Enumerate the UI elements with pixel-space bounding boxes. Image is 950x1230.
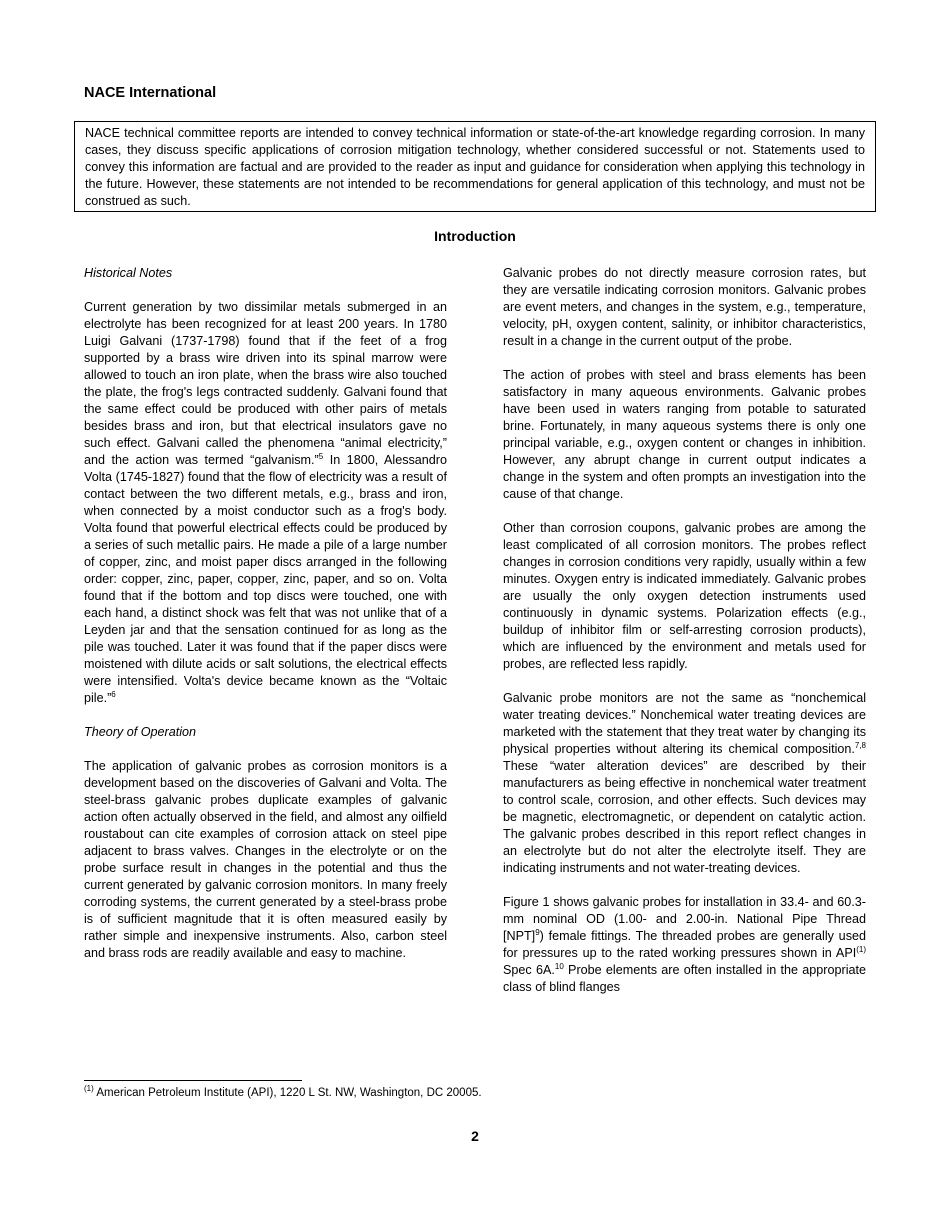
paragraph-historical (84, 299, 447, 707)
footnote-divider (84, 1080, 302, 1081)
paragraph-nonchemical (503, 690, 866, 877)
paragraph-steel-brass: The action of probes with steel and brass elements has been satisfactory in many aqueous environments. Galvanic probes have been used in waters ranging from potable to saturated brine. Fortunately, in many aqueous systems there is only one principal variable, e.g., oxygen content or changes in inhibition. However, any abrupt change in current output indicates a change in the system and often prompts an investigation into the cause of that change. (503, 368, 866, 501)
reference-superscript: 9 (535, 928, 540, 937)
paragraph-text: Galvanic probe monitors are not the same as “nonchemical water treating devices.” Nonchemical water treating devices are marketed with the statement that they treat water by changing its physical properties without altering its chemical composition. (503, 691, 866, 756)
section-title: Introduction (434, 228, 516, 244)
subheading-historical-notes: Historical Notes (84, 266, 173, 280)
paragraph-event-meters: Galvanic probes do not directly measure corrosion rates, but they are versatile indicating corrosion monitors. Galvanic probes are event meters, and changes in the system, e.g., temperature, velocity, pH, oxygen content, salinity, or inhibitor characteristics, result in a change in the current output of the probe. (503, 266, 866, 348)
footnote-reference: (1) (856, 945, 866, 954)
paragraph-figure-1 (503, 894, 866, 996)
subheading-theory: Theory of Operation (84, 725, 197, 739)
footnote (84, 1086, 482, 1101)
footnote-text: American Petroleum Institute (API), 1220 L St. NW, Washington, DC 20005. (93, 1087, 482, 1099)
paragraph-text: Spec 6A. (503, 963, 555, 977)
page-heading: NACE International (84, 85, 217, 101)
paragraph-text: In 1800, Alessandro Volta (1745-1827) found that the flow of electricity was a result of contact between the two different metals, e.g., brass and iron, when connected by a moist conductor such as a frog's body. Volta found that powerful electrical effects could be produced by a series of such metallic pairs. He made a pile of a large number of copper, zinc, and moist paper discs arranged in the following order: copper, zinc, paper, copper, zinc, paper, and so on. Volta found that if the bottom and top discs were touched, one with each hand, a distinct shock was felt that was not unlike that of a Leyden jar and that the sensation continued for as long as the pile was touched. Later it was found that if the paper discs were moistened with dilute acids or salt solutions, the electrical effects were intensified. Volta's device became known as the “Voltaic pile.” (84, 453, 447, 705)
paragraph-theory: The application of galvanic probes as corrosion monitors is a development based on the discoveries of Galvani and Volta. The steel-brass galvanic probes duplicate examples of galvanic action often actually observed in the field, and almost any oilfield roustabout can cite examples of corrosion attack on steel pipe adjacent to brass valves. Changes in the electrolyte or on the probe surface result in changes in the potential and thus the current generated by galvanic corrosion monitors. In many freely corroding systems, the current generated by a steel-brass probe is of sufficient magnitude that it is often measured easily by rather simple and inexpensive instruments. Also, carbon steel and brass rods are readily available and easy to machine. (84, 759, 447, 960)
paragraph-text: Probe elements are often installed in the appropriate class of blind flanges (503, 963, 867, 994)
reference-superscript: 5 (318, 452, 324, 461)
page-number: 2 (471, 1128, 479, 1144)
paragraph-text: ) female fittings. The threaded probes are generally used for pressures up to the rated working pressures shown in API (503, 929, 866, 960)
paragraph-text: Current generation by two dissimilar metals submerged in an electrolyte has been recognized for at least 200 years. In 1780 Luigi Galvani (1737-1798) found that if the feet of a frog supported by a brass wire driven into its spinal marrow were allowed to touch an iron plate, when the brass wire also touched the plate, the frog's legs contracted suddenly. Galvani found that the same effect could be produced with other pairs of metals besides brass and iron, but that electrical insulators gave no such effect. Galvani called the phenomena “animal electricity,” and the action was termed “galvanism.” (84, 300, 447, 467)
footnote-marker: (1) (84, 1084, 94, 1093)
reference-superscript: 6 (111, 690, 116, 699)
reference-superscript: 10 (554, 962, 564, 971)
reference-superscript: 7,8 (854, 741, 866, 750)
disclaimer-box: NACE technical committee reports are intended to convey technical information or state-of-the-art knowledge regarding corrosion. In many cases, they discuss specific applications of corrosion mitigation technology, whether considered successful or not. Statements used to convey this information are factual and are provided to the reader as input and guidance for consideration when applying this technology in the future. However, these statements are not intended to be recommendations for general application of this technology, and must not be construed as such. (74, 121, 876, 212)
paragraph-coupons: Other than corrosion coupons, galvanic probes are among the least complicated of all corrosion monitors. The probes reflect changes in corrosion conditions very rapidly, usually within a few minutes. Oxygen entry is indicated immediately. Galvanic probes are usually the only oxygen detection instruments used continuously in dynamic systems. Polarization effects (e.g., buildup of inhibitor film or self-arresting corrosion products), which are influenced by the environment and metals used for probes, are reflected less rapidly. (503, 521, 866, 671)
right-column (503, 265, 866, 996)
left-column (84, 265, 447, 962)
paragraph-text: Figure 1 shows galvanic probes for installation in 33.4- and 60.3-mm nominal OD (1.00- and 2.00-in. National Pipe Thread [NPT] (503, 895, 866, 943)
paragraph-text: These “water alteration devices” are described by their manufacturers as being effective in nonchemical water treatment to control scale, corrosion, and other effects. Such devices may be magnetic, electromagnetic, or dependent on catalytic action. The galvanic probes described in this report reflect changes in an electrolyte but do not alter the electrolyte itself. They are indicating instruments and not water-treating devices. (503, 759, 866, 875)
